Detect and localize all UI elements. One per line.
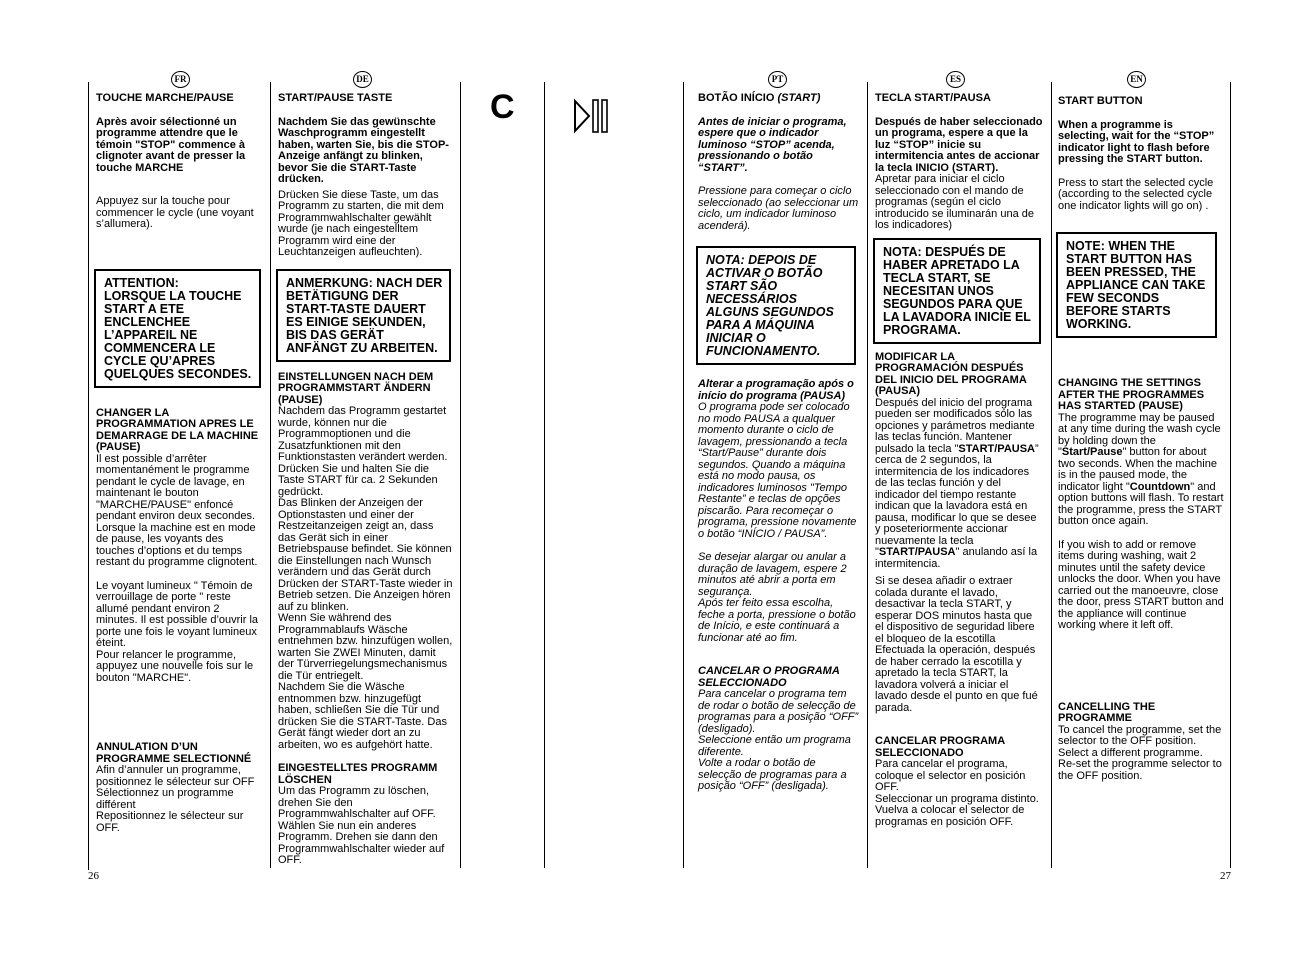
column-es (875, 93, 1043, 828)
change-body: Nachdem das Programm gestartet wurde, können nur die Programmoptionen und die Zusatzfunktionen mit den Funktionstasten verändert werden. Drücken Sie und halten Sie die Taste START für ca. 2 Sekunden gedrückt. Das Blinken der Anzeigen der Optionstasten und einer der Restzeitanzeigen zeigt an, dass das Gerät sich in einer Betriebspause befindet. Sie können die Einstellungen nach Wunsch verändern und das Gerät durch Drücken der START-Taste wieder in Betrieb setzen. Die Anzeigen hören auf zu blinken. Wenn Sie während des Programmablaufs Wäsche entnehmen bzw. hinzufügen wollen, warten Sie ZWEI Minuten, damit der Türverriegelungsmechanismus die Tür entriegelt. Nachdem Sie die Wäsche entnommen bzw. hinzugefügt haben, schließen Sie die Tür und drücken Sie die START-Taste. Das Gerät fängt wieder dort an zu arbeiten, wo es aufgehört hatte. (278, 405, 453, 751)
column-fr (96, 93, 264, 834)
section-letter: C (490, 88, 515, 126)
section-title: TECLA START/PAUSA (875, 92, 991, 104)
change-body (1058, 413, 1224, 528)
column-en (1058, 96, 1224, 782)
column-divider (1051, 82, 1052, 868)
column-pt (698, 93, 861, 793)
change-body-part: ” cerca de 2 segundos, la intermitencia de los indicadores de las teclas función y del indicador del tiempo restante indican que la lavadora está en pausa, modificar lo que se desee y poseteriormente accionar nuevamente la tecla " (875, 442, 1039, 558)
countdown-key: Countdown (1129, 480, 1191, 493)
attention-note: NOTA: DESPUÉS DE HABER APRETADO LA TECLA START, SE NECESITAN UNOS SEGUNDOS PARA QUE LA LAVADORA INICIE EL PROGRAMA. (873, 238, 1041, 344)
cancel-body: To cancel the programme, set the selector to the OFF position. Select a different programme. Re-set the programme selector to the OFF position. (1058, 723, 1222, 782)
door-body: Le voyant lumineux " Témoin de verrouillage de porte " reste allumé pendant environ 2 minutes. Il est possible d’ouvrir la porte une fois le voyant lumineux éteint. Pour relancer le programme, appuyez une nouvelle fois sur le bouton "MARCHE". (96, 579, 259, 684)
change-title: Alterar a programação após o início do programa (PAUSA) (698, 378, 854, 402)
start-pause-icon (573, 98, 613, 141)
body-text: Appuyez sur la touche pour commencer le cycle (une voyant s’allumera). (96, 195, 254, 230)
language-badge-en: EN (1127, 71, 1146, 88)
column-divider (460, 82, 461, 868)
page-number-right: 27 (1220, 870, 1231, 882)
body-text: Drücken Sie diese Taste, um das Programm zu starten, die mit dem Programmwahlschalter gewählt wurde (je nach eingestelltem Programm wird eine der Leuchtanzeigen aufleuchten). (278, 188, 444, 258)
cancel-title: CANCELAR O PROGRAMA SELECCIONADO (698, 665, 840, 689)
section-title: START BUTTON (1058, 95, 1143, 107)
intro-text: Nachdem Sie das gewünschte Waschprogramm eingestellt haben, warten Sie, bis die STOP-Anzeige anfängt zu blinken, bevor Sie die START-Taste drücken. (278, 115, 449, 185)
change-body-part: " button for about two seconds. When the machine is in the paused mode, the indicator light " (1058, 446, 1217, 493)
cancel-body: Um das Programm zu löschen, drehen Sie den Programmwahlschalter auf OFF. Wählen Sie nun ein anderes Programm. Drehen sie dann den Programmwahlschalter wieder auf OFF. (278, 785, 445, 866)
column-divider (544, 82, 545, 868)
door-body: If you wish to add or remove items during washing, wait 2 minutes until the safety device unlocks the door. When you have carried out the manoeuvre, close the door, press START button and the appliance will continue working where it left off. (1058, 538, 1224, 631)
body-text: Pressione para começar o ciclo seleccionado (ao seleccionar um ciclo, um indicador luminoso acenderá). (698, 185, 859, 232)
change-body-part: Después del inicio del programa pueden ser modificados sólo las opciones y parámetros mediante las teclas función. Mantener pulsado la tecla " (875, 396, 1035, 455)
change-body: O programa pode ser colocado no modo PAUSA a qualquer momento durante o ciclo de lavagem, pressionando a tecla “Start/Pause” durante dois segundos. Quando a máquina está no modo pausa, os indicadores luminosos "Tempo Restante” e teclas de opções piscarão. Para recomeçar o programa, pressione novamente o botão “INÍCIO / PAUSA”. (698, 401, 857, 540)
column-divider (683, 82, 684, 868)
intro-text: Après avoir sélectionné un programme attendre que le témoin "STOP" commence à clignoter avant de presser la touche MARCHE (96, 115, 246, 174)
language-badge-pt: PT (768, 71, 787, 88)
body-text: Press to start the selected cycle (according to the selected cycle one indicator lights will go on) . (1058, 176, 1214, 212)
change-title: EINSTELLUNGEN NACH DEM PROGRAMMSTART ÄNDERN (PAUSE) (278, 370, 434, 406)
attention-note: NOTA: DEPOIS DE ACTIVAR O BOTÃO START SÃO NECESSÁRIOS ALGUNS SEGUNDOS PARA A MÁQUINA INICIAR O FUNCIONAMENTO. (696, 246, 856, 365)
change-body-part: The programme may be paused at any time during the wash cycle by holding down the " (1058, 411, 1221, 458)
change-body-part: " and option buttons will flash. To restart the programme, press the START button once again. (1058, 480, 1224, 527)
cancel-title: EINGESTELLTES PROGRAMM LÖSCHEN (278, 762, 438, 786)
column-divider (867, 82, 868, 868)
door-body: Se desejar alargar ou anular a duração de lavagem, espere 2 minutos até abrir a porta em segurança. Após ter feito essa escolha, feche a porta, pressione o botão de Início, e este continuará a funcionar até ao fim. (698, 551, 856, 644)
door-body: Si se desea añadir o extraer colada durante el lavado, desactivar la tecla START, y esperar DOS minutos hasta que el dispositivo de seguridad libere el bloqueo de la escotilla Efectuada la operación, después de haber cerrado la escotilla y apretado la tecla START, la lavadora volverá a iniciar el lavado desde el punto en que fué parada. (875, 575, 1038, 714)
title-text: BOTÃO INÍCIO (698, 92, 778, 104)
section-title (698, 93, 861, 105)
column-divider (1230, 82, 1231, 868)
change-body (875, 398, 1043, 571)
cancel-title: CANCELLING THE PROGRAMME (1058, 700, 1156, 724)
section-title: TOUCHE MARCHE/PAUSE (96, 92, 234, 104)
column-divider (88, 82, 89, 870)
attention-note: ANMERKUNG: NACH DER BETÄTIGUNG DER START-TASTE DAUERT ES EINIGE SEKUNDEN, BIS DAS GERÄT ANFÄNGT ZU ARBEITEN. (276, 269, 451, 362)
section-title: START/PAUSE TASTE (278, 92, 393, 104)
start-pause-key: START/PAUSA (878, 546, 956, 558)
attention-note: ATTENTION: LORSQUE LA TOUCHE START A ETE ENCLENCHEE L’APPAREIL NE COMMENCERA LE CYCLE QU’APRES QUELQUES SECONDES. (94, 269, 261, 388)
intro-text: Antes de iniciar o programa, espere que o indicador luminoso “STOP” acenda, pressionando o botão “START”. (698, 115, 847, 174)
page-number-left: 26 (88, 870, 99, 882)
cancel-body: Afin d’annuler un programme, positionnez le sélecteur sur OFF Sélectionnez un programme différent Repositionnez le sélecteur sur OFF. (96, 764, 255, 834)
cancel-title: CANCELAR PROGRAMA SELECCIONADO (875, 735, 1005, 759)
cancel-title: ANNULATION D’UN PROGRAMME SELECTIONNÉ (96, 741, 252, 765)
change-title: CHANGER LA PROGRAMMATION APRES LE DEMARRAGE DE LA MACHINE (PAUSE) (96, 406, 259, 453)
start-pause-key: START/PAUSA (958, 442, 1035, 455)
column-divider (270, 82, 271, 868)
change-body: Il est possible d’arrêter momentanément le programme pendant le cycle de lavage, en maintenant le bouton "MARCHE/PAUSE" enfoncé pendant environ deux secondes. Lorsque la machine est en mode de pause, les voyants des touches d’options et du temps restant du programme clignotent. (96, 452, 258, 568)
change-title: MODIFICAR LA PROGRAMACIÓN DESPUÉS DEL INICIO DEL PROGRAMA (PAUSA) (875, 350, 1027, 397)
column-de (278, 93, 454, 867)
body-text: Apretar para iniciar el ciclo seleccionado con el mando de programas (según el ciclo introducido se iluminarán una de los indicadores) (875, 173, 1034, 231)
language-badge-fr: FR (171, 71, 190, 88)
change-title: CHANGING THE SETTINGS AFTER THE PROGRAMMES HAS STARTED (PAUSE) (1058, 377, 1205, 412)
cancel-body: Para cancelar o programa tem de rodar o botão de selecção de programas para a posição “OFF” (desligado). Seleccione então um programa diferente. Volte a rodar o botão de selecção de programas para a posição “OFF” (desligada). (698, 688, 859, 792)
cancel-body: Para cancelar el programa, coloque el selector en posición OFF. Seleccionar un programa distinto. Vuelva a colocar el selector de programas en posición OFF. (875, 758, 1039, 828)
intro-text: Después de haber seleccionado un programa, espere a que la luz “STOP” inicie su intermitencia antes de accionar la tecla INICIO (START). (875, 115, 1043, 174)
start-pause-key: Start/Pause (1061, 446, 1123, 458)
change-body-part: " anulando así la intermitencia. (875, 546, 1038, 570)
title-italic: (START) (777, 92, 821, 104)
attention-note: NOTE: WHEN THE START BUTTON HAS BEEN PRESSED, THE APPLIANCE CAN TAKE FEW SECONDS BEFORE STARTS WORKING. (1056, 232, 1217, 338)
language-badge-es: ES (946, 71, 965, 88)
intro-text: When a programme is selecting, wait for the “STOP” indicator light to flash before pressing the START button. (1058, 118, 1215, 165)
language-badge-de: DE (353, 71, 372, 88)
